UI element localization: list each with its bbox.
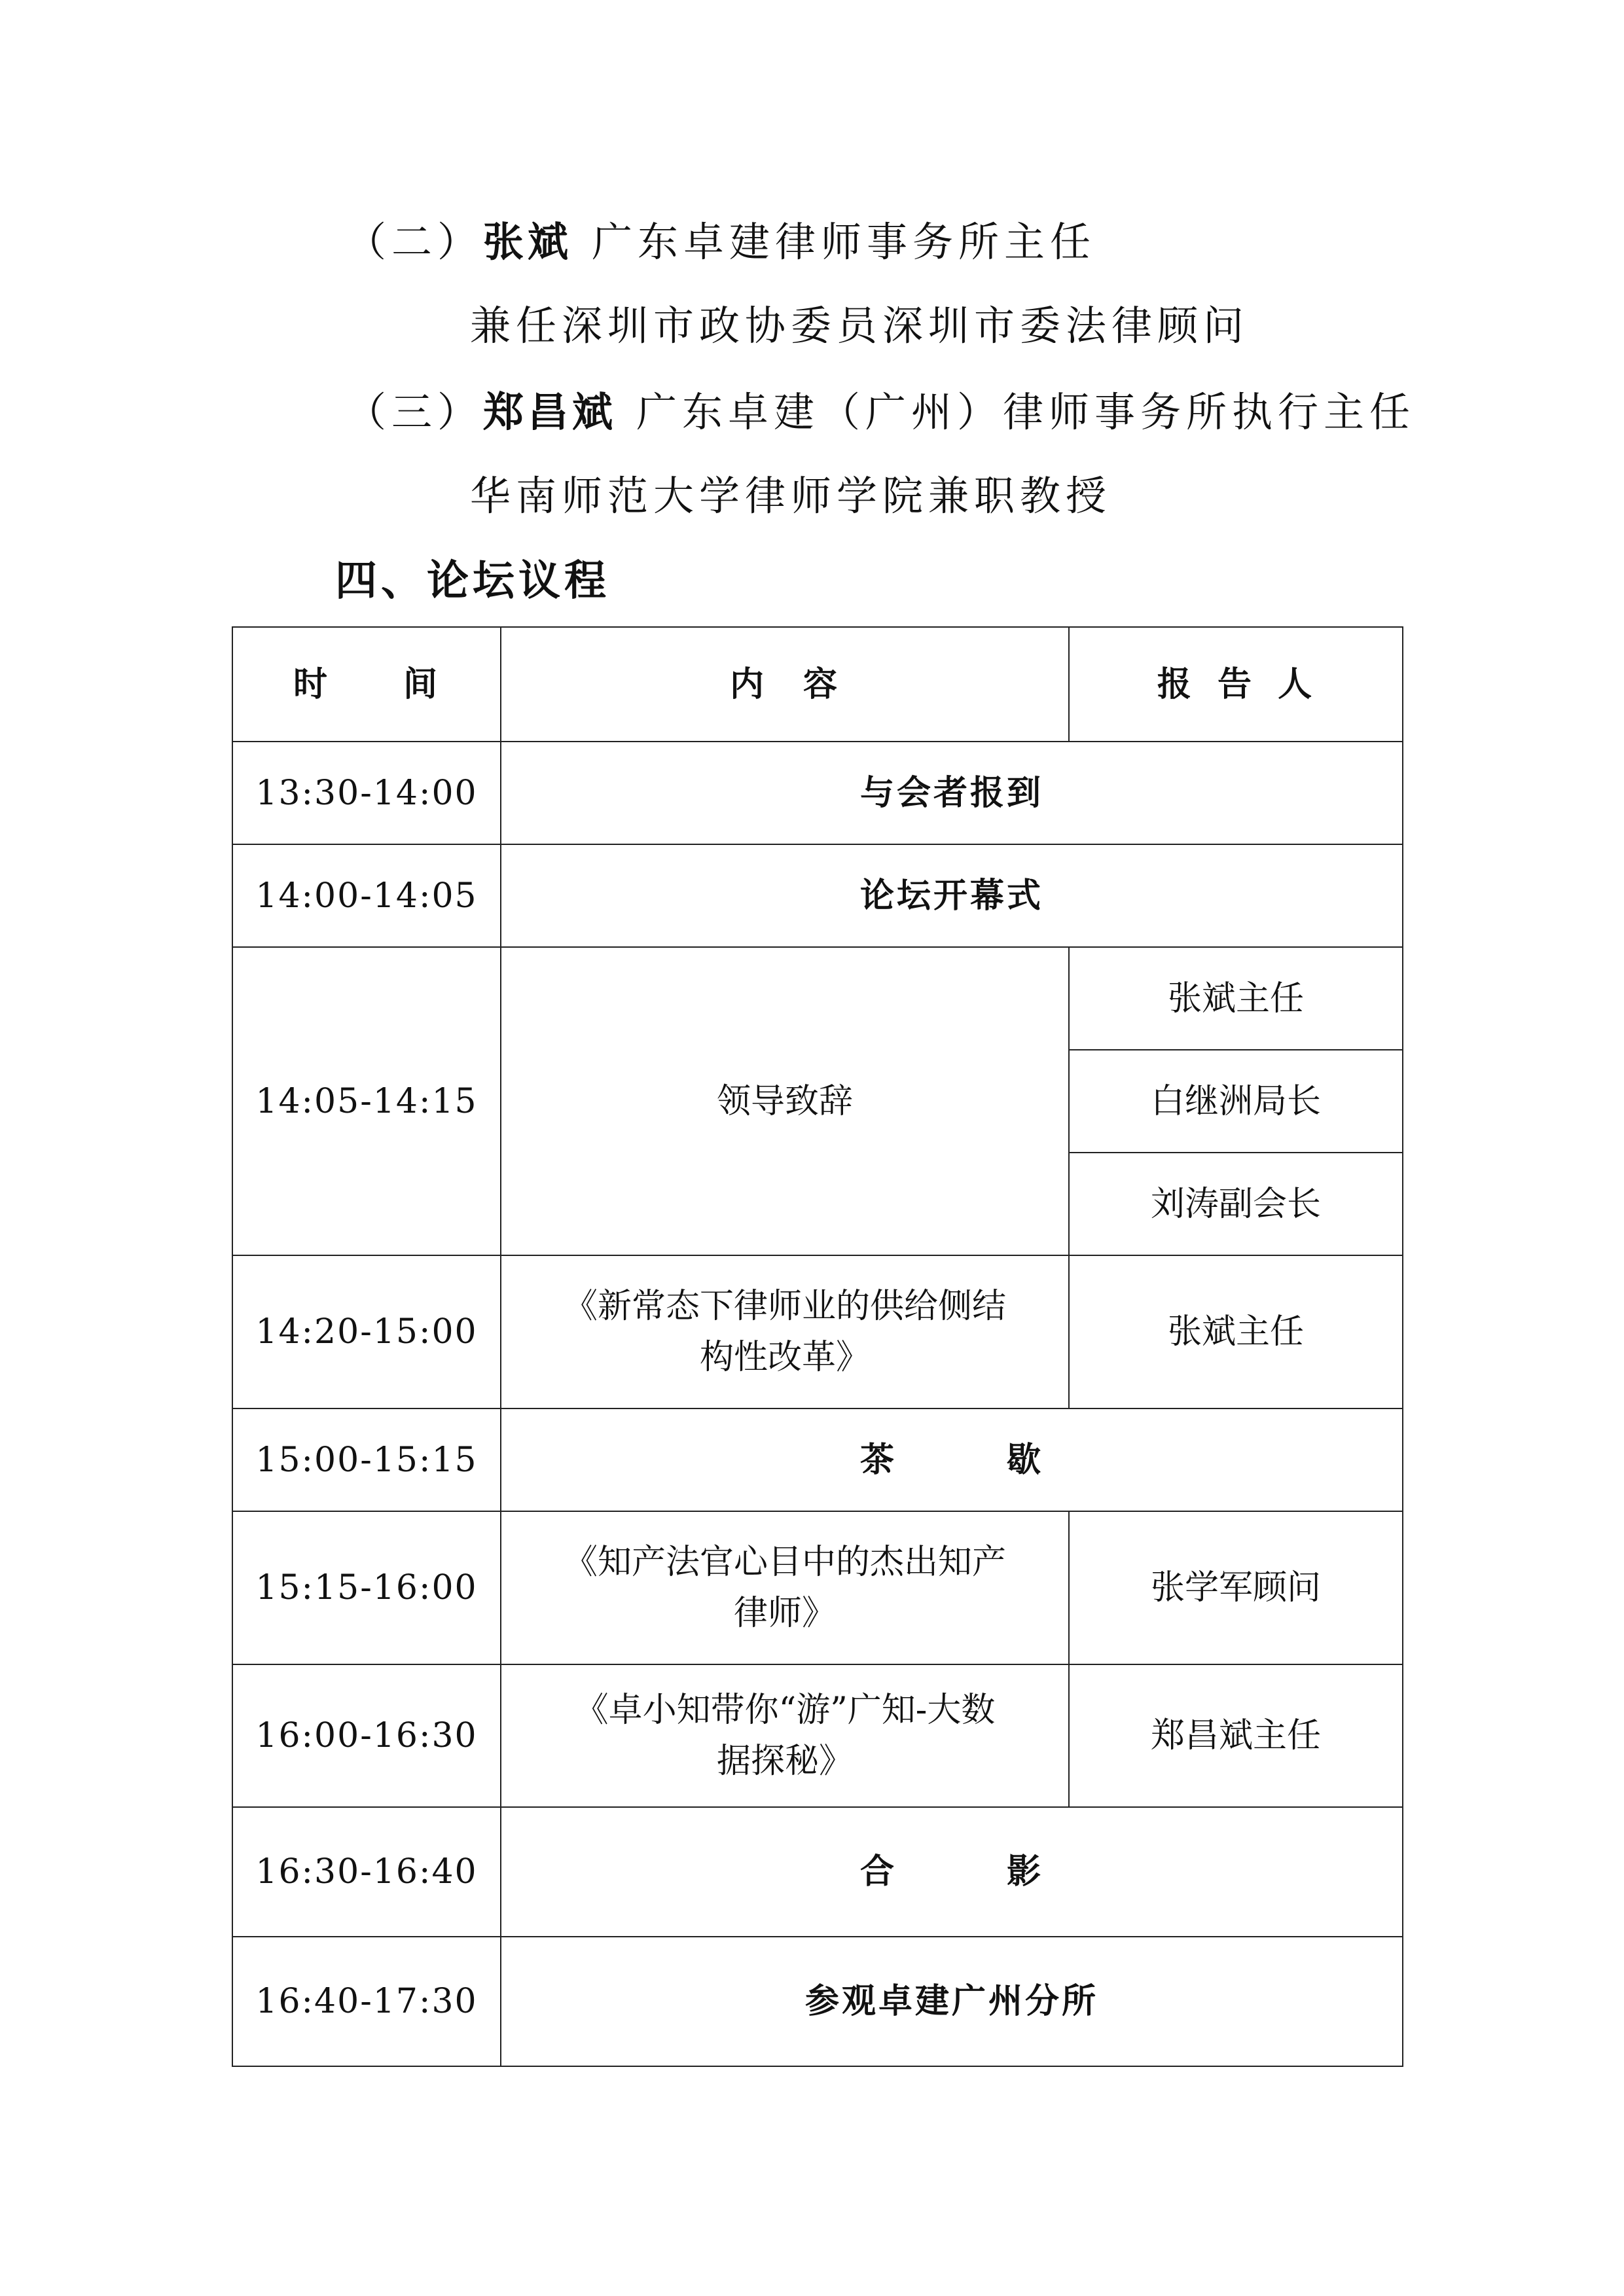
row-time: 13:30-14:00 xyxy=(232,742,501,844)
row-time: 14:05-14:15 xyxy=(232,947,501,1255)
section-heading: 四、论坛议程 xyxy=(335,557,610,605)
row-content xyxy=(501,1255,1069,1408)
table-row xyxy=(232,1664,1403,1807)
row-speaker: 张学军顾问 xyxy=(1069,1511,1403,1664)
row-time: 16:30-16:40 xyxy=(232,1807,501,1937)
row-content xyxy=(501,1664,1069,1807)
speaker-prefix: （二） xyxy=(346,218,484,266)
header-speaker: 报 告 人 xyxy=(1069,627,1403,742)
speaker-prefix: （三） xyxy=(346,388,484,436)
table-row xyxy=(232,1807,1403,1937)
row-content: 参观卓建广州分所 xyxy=(501,1937,1403,2066)
row-content-line: 《卓小知带你“游”广知-大数 xyxy=(574,1691,996,1730)
speaker-title: 广东卓建（广州）律师事务所执行主任 xyxy=(636,388,1416,436)
row-content-line: 构性改革》 xyxy=(699,1338,870,1377)
row-content-line: 据探秘》 xyxy=(716,1742,853,1781)
header-content: 内 容 xyxy=(501,627,1069,742)
row-speaker: 刘涛副会长 xyxy=(1069,1153,1403,1255)
agenda-table xyxy=(232,626,1403,2067)
speaker-line-zheng-extra xyxy=(470,470,1111,522)
speaker-line-zhang xyxy=(346,216,1096,268)
table-row xyxy=(232,844,1403,947)
row-content-line: 《新常态下律师业的供给侧结 xyxy=(563,1287,1006,1326)
row-time: 16:00-16:30 xyxy=(232,1664,501,1807)
speaker-extra-title: 华南师范大学律师学院兼职教授 xyxy=(470,472,1112,520)
table-row xyxy=(232,742,1403,844)
row-time: 14:00-14:05 xyxy=(232,844,501,947)
row-content: 茶 歇 xyxy=(501,1408,1403,1511)
speaker-title: 广东卓建律师事务所主任 xyxy=(592,218,1096,266)
table-row xyxy=(232,947,1403,1050)
row-content-line: 律师》 xyxy=(733,1594,836,1633)
speaker-extra-title: 兼任深圳市政协委员深圳市委法律顾问 xyxy=(470,302,1250,350)
row-content: 合 影 xyxy=(501,1807,1403,1937)
table-row xyxy=(232,1511,1403,1664)
speaker-line-zhang-extra xyxy=(470,300,1249,352)
table-row xyxy=(232,1408,1403,1511)
row-speaker: 张斌主任 xyxy=(1069,947,1403,1050)
table-row xyxy=(232,1255,1403,1408)
row-speaker: 白继洲局长 xyxy=(1069,1050,1403,1153)
row-speaker: 张斌主任 xyxy=(1069,1255,1403,1408)
row-time: 16:40-17:30 xyxy=(232,1937,501,2066)
table-row xyxy=(232,1937,1403,2066)
speaker-name: 张斌 xyxy=(483,218,573,266)
row-time: 15:15-16:00 xyxy=(232,1511,501,1664)
row-speaker: 郑昌斌主任 xyxy=(1069,1664,1403,1807)
row-content: 领导致辞 xyxy=(501,947,1069,1255)
speaker-name: 郑昌斌 xyxy=(483,388,617,436)
table-header-row xyxy=(232,627,1403,742)
row-time: 14:20-15:00 xyxy=(232,1255,501,1408)
row-content: 与会者报到 xyxy=(501,742,1403,844)
row-content xyxy=(501,1511,1069,1664)
row-time: 15:00-15:15 xyxy=(232,1408,501,1511)
row-content: 论坛开幕式 xyxy=(501,844,1403,947)
speaker-line-zheng xyxy=(346,386,1415,439)
row-content-line: 《知产法官心目中的杰出知产 xyxy=(563,1543,1006,1582)
header-time: 时 间 xyxy=(232,627,501,742)
